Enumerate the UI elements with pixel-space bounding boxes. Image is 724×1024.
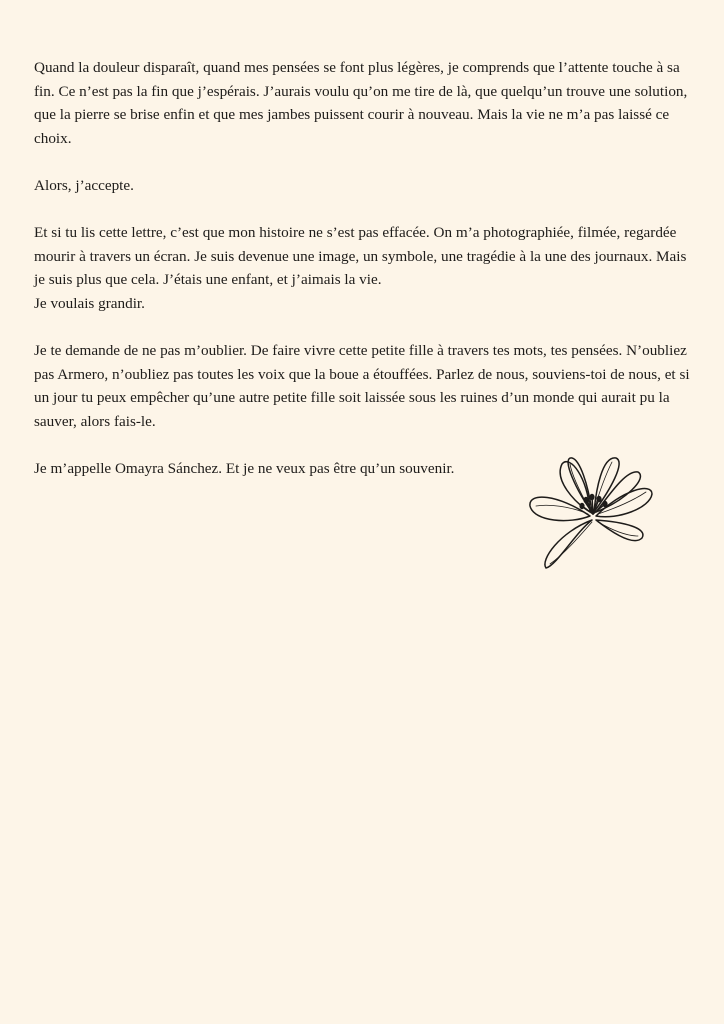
paragraph-1: Quand la douleur disparaît, quand mes pensées se font plus légères, je comprends que l’attente touche à sa fin. Ce n’est pas la fin que j’espérais. J’aurais voulu qu’on me tire de là, que quelqu’un trouve une solution, que la pierre se brise enfin et que mes jambes puissent courir à nouveau. Mais la vie ne m’a pas laissé ce choix. [34, 59, 688, 147]
paragraph-4: Je te demande de ne pas m’oublier. De faire vivre cette petite fille à travers tes mots, tes pensées. N’oubliez pas Armero, n’oubliez pas toutes les voix que la boue a étouffées. Parlez de nous, souviens-toi de nous, et si un jour tu peux empêcher qu’une autre petite fille soit laissée sous les ruines d’un monde qui aurait pu la sauver, alors fais-le. [34, 342, 690, 430]
paragraph-2: Alors, j’accepte. [34, 176, 134, 194]
flower-icon [526, 450, 656, 575]
signature-paragraph: Je m’appelle Omayra Sánchez. Et je ne veux pas être qu’un souvenir. [34, 460, 455, 478]
paragraph-3: Et si tu lis cette lettre, c’est que mon histoire ne s’est pas effacée. On m’a photographiée, filmée, regardée mourir à travers un écran. Je suis devenue une image, un symbole, une tragédie à la une des journaux. Mais je suis plus que cela. J’étais une enfant, et j’aimais la vie. Je voulais grandir. [34, 224, 687, 312]
letter-body [34, 56, 694, 504]
